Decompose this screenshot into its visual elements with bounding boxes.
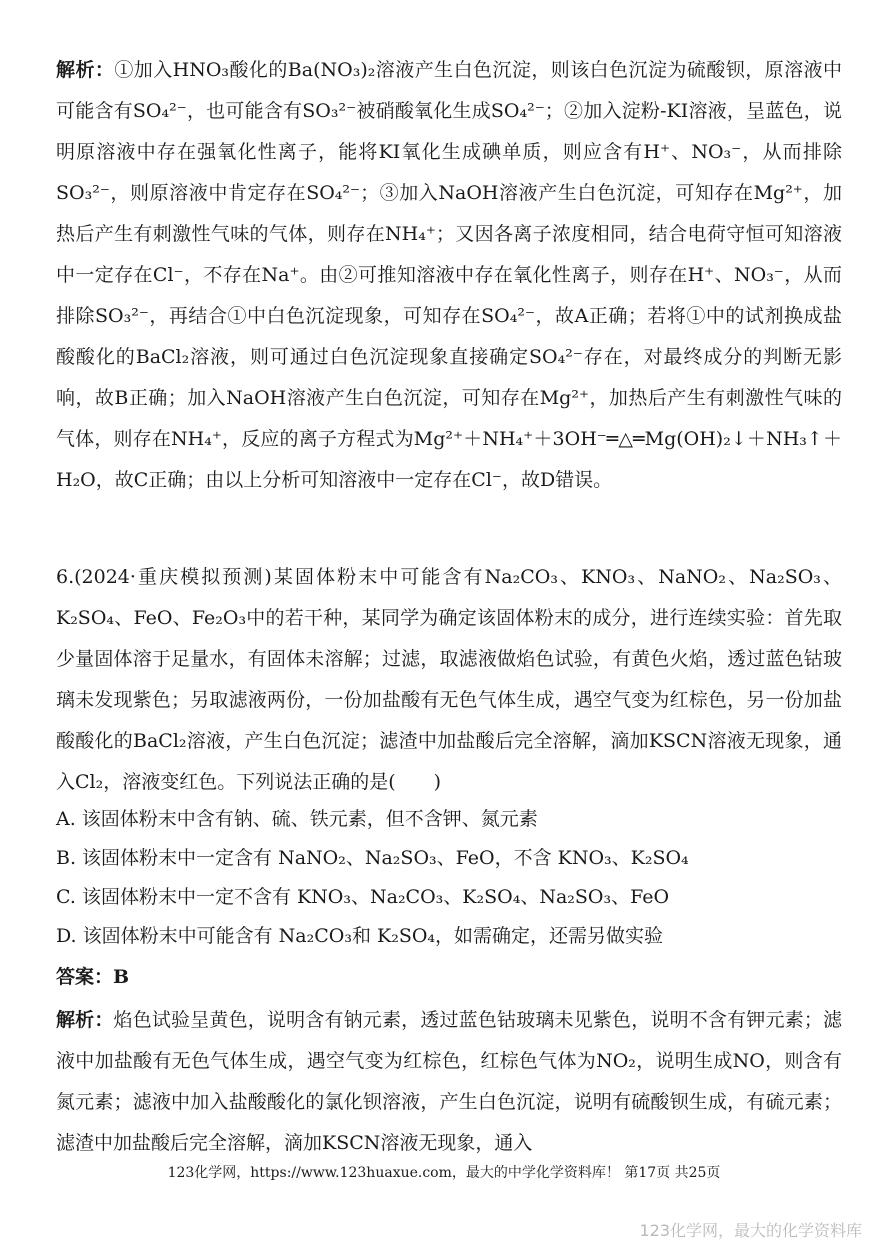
analysis-text: ①加入HNO₃酸化的Ba(NO₃)₂溶液产生白色沉淀，则该白色沉淀为硫酸钡，原溶液中可能含有SO₄²⁻，也可能含有SO₃²⁻被硝酸氧化生成SO₄²⁻；②加入淀粉-KI溶液，呈蓝色，说明原溶液中存在强氧化性离子，能将KI氧化生成碘单质，则应含有H⁺、NO₃⁻，从而排除SO₃²⁻，则原溶液中肯定存在SO₄²⁻；③加入NaOH溶液产生白色沉淀，可知存在Mg²⁺，加热后产生有刺激性气味的气体，则存在NH₄⁺；又因各离子浓度相同，结合电荷守恒可知溶液中一定存在Cl⁻，不存在Na⁺。由②可推知溶液中存在氧化性离子，则存在H⁺、NO₃⁻，从而排除SO₃²⁻，再结合①中白色沉淀现象，可知存在SO₄²⁻，故A正确；若将①中的试剂换成盐酸酸化的BaCl₂溶液，则可通过白色沉淀现象直接确定SO₄²⁻存在，对最终成分的判断无影响，故B正确；加入NaOH溶液产生白色沉淀，可知存在Mg²⁺，加热后产生有刺激性气味的气体，则存在NH₄⁺，反应的离子方程式为Mg²⁺＋NH₄⁺＋3OH⁻═△═Mg(OH)₂↓＋NH₃↑＋H₂O，故C正确；由以上分析可知溶液中一定存在Cl⁻，故D错误。 [56, 59, 842, 491]
answer-line: 答案：B [56, 966, 130, 988]
analysis-text-2: 焰色试验呈黄色，说明含有钠元素，透过蓝色钴玻璃未见紫色，说明不含有钾元素；滤液中加盐酸有无色气体生成，遇空气变为红棕色，红棕色气体为NO₂，说明生成NO，则含有氮元素；滤液中加入盐酸酸化的氯化钡溶液，产生白色沉淀，说明有硫酸钡生成，有硫元素；滤渣中加盐酸后完全溶解，滴加KSCN溶液无现象，通入 [56, 1009, 842, 1154]
option-d: D. 该固体粉末中可能含有 Na₂CO₃和 K₂SO₄，如需确定，还需另做实验 [56, 925, 664, 947]
option-c: C. 该固体粉末中一定不含有 KNO₃、Na₂CO₃、K₂SO₄、Na₂SO₃、FeO [56, 886, 670, 908]
question-stem-text: 6.(2024·重庆模拟预测)某固体粉末中可能含有Na₂CO₃、KNO₃、NaNO₂、Na₂SO₃、K₂SO₄、FeO、Fe₂O₃中的若干种，某同学为确定该固体粉末的成分，进行连续实验：首先取少量固体溶于足量水，有固体未溶解；过滤，取滤液做焰色试验，有黄色火焰，透过蓝色钴玻璃未发现紫色；另取滤液两份，一份加盐酸有无色气体生成，遇空气变为红棕色，另一份加盐酸酸化的BaCl₂溶液，产生白色沉淀；滤渣中加盐酸后完全溶解，滴加KSCN溶液无现象，通入Cl₂，溶液变红色。下列说法正确的是( ) [56, 566, 842, 793]
analysis-paragraph-1 [56, 50, 842, 550]
option-b: B. 该固体粉末中一定含有 NaNO₂、Na₂SO₃、FeO，不含 KNO₃、K₂SO₄ [56, 847, 689, 869]
analysis-label: 解析： [56, 59, 115, 81]
option-a: A. 该固体粉末中含有钠、硫、铁元素，但不含钾、氮元素 [56, 808, 538, 830]
analysis-paragraph-2 [56, 1000, 842, 1160]
analysis-label-2: 解析： [56, 1009, 114, 1031]
page-footer: 123化学网，https://www.123huaxue.com，最大的中学化学资料库！ 第17页 共25页 [167, 1165, 721, 1181]
watermark: 123化学网，最大的化学资料库 [639, 1221, 862, 1240]
question-6-stem [56, 557, 842, 802]
